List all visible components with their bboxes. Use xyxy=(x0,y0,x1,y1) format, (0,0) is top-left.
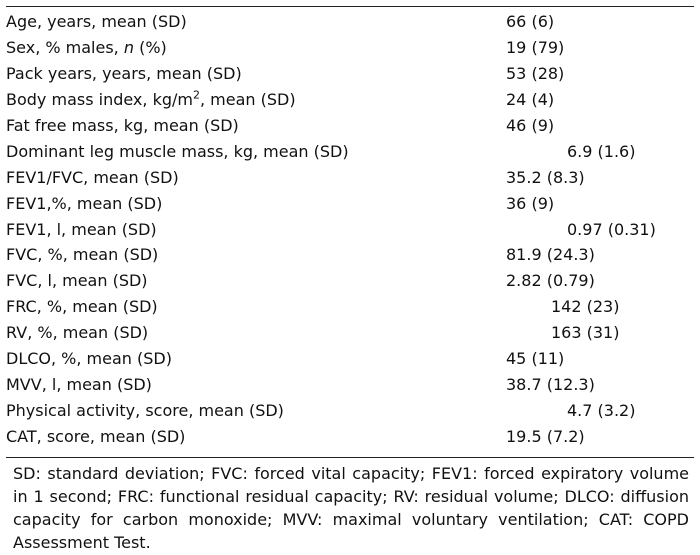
row-value: 81.9 (24.3) xyxy=(506,245,595,265)
row-label: DLCO, %, mean (SD) xyxy=(6,349,172,369)
table-row xyxy=(6,164,694,190)
table-row xyxy=(6,216,694,242)
row-value: 19 (79) xyxy=(506,38,565,58)
table-row xyxy=(6,423,694,449)
table-row xyxy=(6,294,694,320)
row-label: Sex, % males, n (%) xyxy=(6,38,167,58)
table-row xyxy=(6,87,694,113)
table-row xyxy=(6,9,694,35)
row-label: Fat free mass, kg, mean (SD) xyxy=(6,116,239,135)
table-row xyxy=(6,138,694,164)
row-label: FEV1,%, mean (SD) xyxy=(6,193,163,213)
table-top-rule xyxy=(6,6,694,7)
superscript-2: 2 xyxy=(192,88,200,102)
row-value: 0.97 (0.31) xyxy=(567,219,656,239)
row-label: FEV1/FVC, mean (SD) xyxy=(6,167,179,187)
row-label: Dominant leg muscle mass, kg, mean (SD) xyxy=(6,141,349,161)
row-value: 6.9 (1.6) xyxy=(567,141,636,161)
table-bottom-rule xyxy=(6,457,694,458)
row-label: FEV1, l, mean (SD) xyxy=(6,219,157,239)
row-value: 35.2 (8.3) xyxy=(506,167,585,187)
row-label: CAT, score, mean (SD) xyxy=(6,426,186,446)
row-value: 45 (11) xyxy=(506,349,565,369)
table-row xyxy=(6,346,694,372)
table-row xyxy=(6,35,694,61)
table-row xyxy=(6,268,694,294)
row-value: 53 (28) xyxy=(506,64,565,84)
table-footnote: SD: standard deviation; FVC: forced vital capacity; FEV1: forced expiratory volume in 1 second; FRC: functional residual capacity; RV: residual volume; DLCO: diffusion capacity for carbon monoxide; MVV: maximal voluntary ventilation; CAT: COPD Assessment Test. xyxy=(13,464,689,552)
table-row xyxy=(6,61,694,87)
row-value: 4.7 (3.2) xyxy=(567,400,636,420)
row-value: 142 (23) xyxy=(551,297,620,317)
row-value: 163 (31) xyxy=(551,323,620,343)
table-row xyxy=(6,113,694,139)
row-value: 2.82 (0.79) xyxy=(506,271,595,291)
row-label: FVC, %, mean (SD) xyxy=(6,245,159,265)
row-label: MVV, l, mean (SD) xyxy=(6,374,152,394)
row-label: Body mass index, $kg/m^2$, mean (SD) xyxy=(6,88,296,110)
table-row xyxy=(6,190,694,216)
row-label: Age, years, mean (SD) xyxy=(6,12,187,32)
row-value: 36 (9) xyxy=(506,193,555,213)
row-label: FVC, l, mean (SD) xyxy=(6,271,148,291)
table-row xyxy=(6,397,694,423)
row-value: 38.7 (12.3) xyxy=(506,374,595,394)
row-label: RV, %, mean (SD) xyxy=(6,323,149,343)
row-value: 24 (4) xyxy=(506,90,555,110)
row-value: 66 (6) xyxy=(506,12,555,32)
characteristics-table xyxy=(6,9,694,449)
table-row xyxy=(6,242,694,268)
table-row xyxy=(6,371,694,397)
italic-n: n xyxy=(123,38,134,58)
row-label: FRC, %, mean (SD) xyxy=(6,297,158,317)
row-label: Physical activity, score, mean (SD) xyxy=(6,400,284,420)
table-row xyxy=(6,320,694,346)
row-value: 19.5 (7.2) xyxy=(506,426,585,446)
row-value: 46 (9) xyxy=(506,116,555,135)
row-label: Pack years, years, mean (SD) xyxy=(6,64,242,84)
